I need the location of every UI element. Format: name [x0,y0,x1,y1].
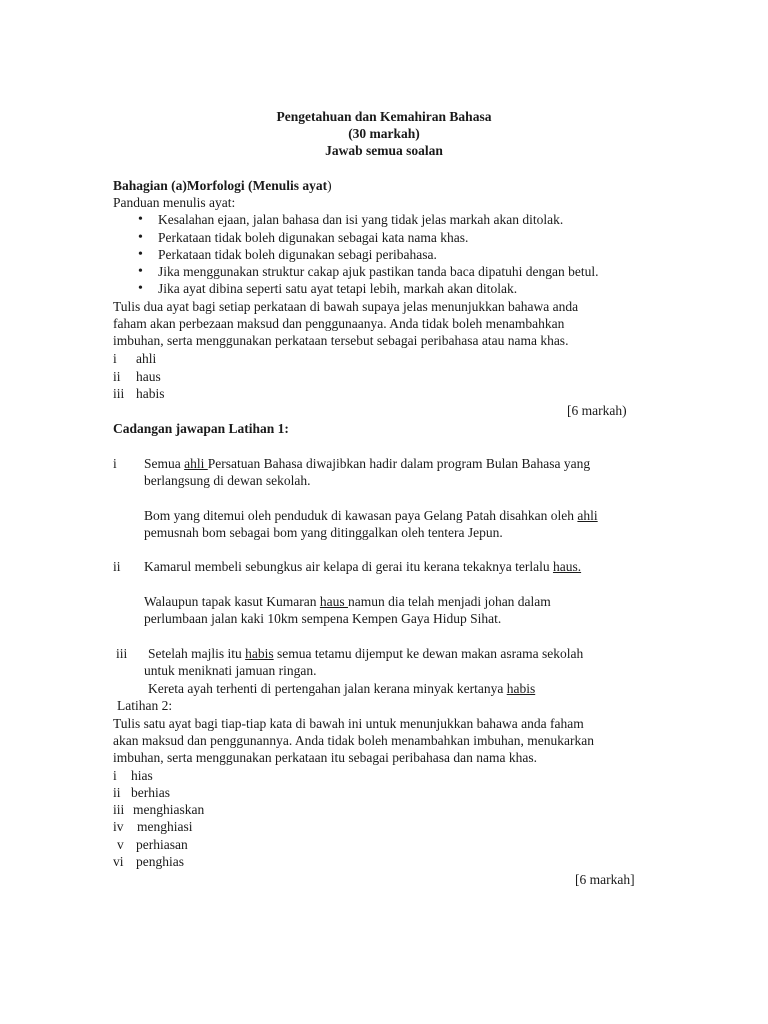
target-word: habis [506,681,536,696]
word-number: i [113,768,117,783]
section-a-heading-text: Bahagian (a)Morfologi (Menulis ayat [113,178,328,193]
word-number: iv [113,819,124,834]
guide-bullet: • Jika ayat dibina seperti satu ayat tetapi lebih, markah akan ditolak. [158,280,517,297]
answer-sentence [144,455,590,472]
section-a-heading-close: ) [327,178,332,193]
instruction-line: akan maksud dan penggunannya. Anda tidak boleh menambahkan imbuhan, menukarkan [113,733,594,748]
word-number: iii [113,802,125,817]
guide-bullet: • Kesalahan ejaan, jalan bahasa dan isi yang tidak jelas markah akan ditolak. [158,211,563,228]
target-word: haus. [552,559,582,574]
word-number: v [117,837,124,852]
guide-bullet: • Jika menggunakan struktur cakap ajuk pastikan tanda baca dipatuhi dengan betul. [158,263,598,280]
word-number: vi [113,854,124,869]
answer-sentence-cont: untuk meniknati jamuan ringan. [144,663,317,678]
guide-label: Panduan menulis ayat: [113,195,236,210]
latihan-2-marks: [6 markah] [575,872,635,887]
guide-bullet: • Perkataan tidak boleh digunakan sebagi peribahasa. [158,246,437,263]
word-item: hias [131,768,153,783]
answer-sentence [144,507,598,524]
answer-text: Semua [144,456,185,471]
instruction-line: Tulis dua ayat bagi setiap perkataan di bawah supaya jelas menunjukkan bahawa anda [113,299,579,314]
answer-number: iii [116,646,128,661]
page-title: Pengetahuan dan Kemahiran Bahasa [276,109,492,124]
guide-bullet: • Perkataan tidak boleh digunakan sebagai kata nama khas. [158,229,468,246]
target-word: habis [245,646,274,661]
word-item: berhias [131,785,170,800]
latihan-2-label: Latihan 2: [117,698,173,713]
instruction-line: imbuhan, serta menggunakan perkataan itu sebagai peribahasa dan nama khas. [113,750,537,765]
word-item: menghiaskan [133,802,205,817]
word-number: ii [113,785,121,800]
answer-sentence-cont: berlangsung di dewan sekolah. [144,473,311,488]
target-word: ahli [577,508,598,523]
answer-sentence [148,680,535,697]
answer-sentence [148,645,583,662]
instruction-line: imbuhan, serta menggunakan perkataan tersebut sebagai peribahasa atau nama khas. [113,333,569,348]
word-item: habis [136,386,165,401]
word-number: iii [113,386,125,401]
word-item: penghias [136,854,184,869]
answer-text: Setelah majlis itu [148,646,246,661]
word-item: perhiasan [136,837,188,852]
answer-sentence [144,593,551,610]
answer-text: Kereta ayah terhenti di pertengahan jalan kerana minyak kertanya [148,681,507,696]
answer-sentence-cont: pemusnah bom sebagai bom yang ditinggalkan oleh tentera Jepun. [144,525,503,540]
total-marks: (30 markah) [348,126,420,141]
answer-number: ii [113,559,121,574]
answer-text: semua tetamu dijemput ke dewan makan asrama sekolah [273,646,584,661]
answer-text: Walaupun tapak kasut Kumaran [144,594,320,609]
word-number: i [113,351,117,366]
section-a-heading [113,177,332,194]
answers-heading: Cadangan jawapan Latihan 1: [113,421,289,436]
instruction-line: faham akan perbezaan maksud dan penggunaanya. Anda tidak boleh menambahkan [113,316,565,331]
answer-text: namun dia telah menjadi johan dalam [347,594,551,609]
word-item: ahli [136,351,157,366]
word-item: menghiasi [137,819,193,834]
answer-text: Kamarul membeli sebungkus air kelapa di gerai itu kerana tekaknya terlalu [144,559,553,574]
answer-number: i [113,456,117,471]
section-a-marks: [6 markah) [567,403,627,418]
answer-text: Persatuan Bahasa diwajibkan hadir dalam program Bulan Bahasa yang [207,456,591,471]
word-item: haus [136,369,161,384]
target-word: haus [319,594,348,609]
word-number: ii [113,369,121,384]
answer-all-instruction: Jawab semua soalan [325,143,443,158]
instruction-line: Tulis satu ayat bagi tiap-tiap kata di bawah ini untuk menunjukkan bahawa anda faham [113,716,584,731]
answer-sentence [144,558,581,575]
answer-text: Bom yang ditemui oleh penduduk di kawasan paya Gelang Patah disahkan oleh [144,508,578,523]
answer-sentence-cont: perlumbaan jalan kaki 10km sempena Kempen Gaya Hidup Sihat. [144,611,502,626]
target-word: ahli [184,456,208,471]
